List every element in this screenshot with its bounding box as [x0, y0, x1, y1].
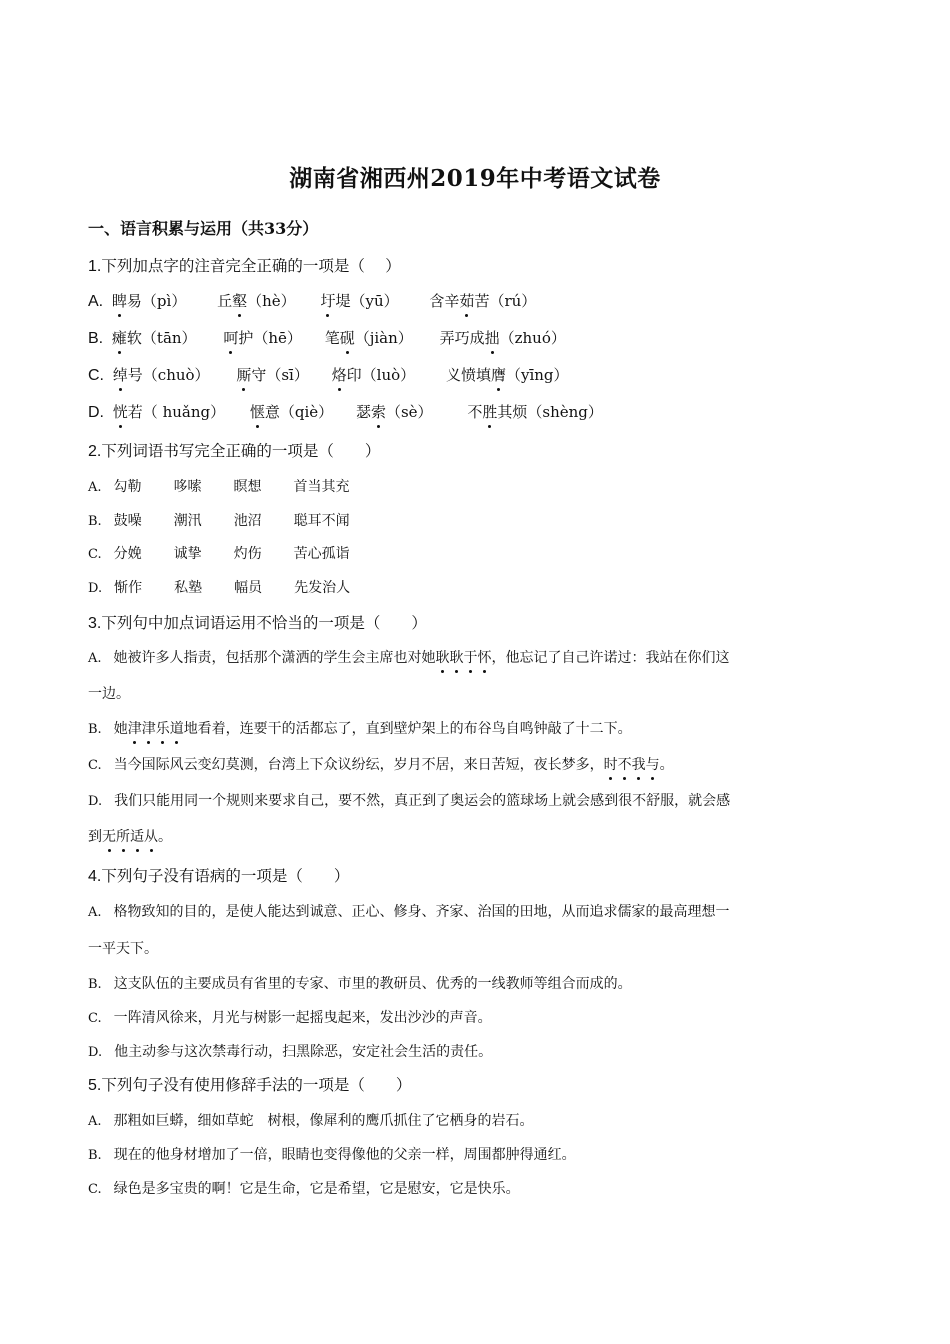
- q3-option-a-cont: 一边。: [88, 686, 130, 702]
- q3-option-a: A. 她被许多人指责，包括那个潇洒的学生会主席也对她耿耿于怀，他忘记了自己许诺过：我站在你们这: [88, 647, 730, 667]
- option-word: 聪耳不闻: [293, 513, 350, 529]
- question-number: 2.: [88, 443, 102, 460]
- option-word: 勾勒: [113, 479, 142, 495]
- dotted-phrase: 耿耿于怀: [436, 650, 492, 666]
- option-word: 灼伤: [233, 546, 262, 562]
- option-letter: A.: [88, 293, 104, 310]
- question-number: 5.: [88, 1077, 102, 1094]
- option-letter: B.: [88, 330, 104, 347]
- option-letter: B.: [88, 977, 102, 992]
- dotted-phrase: 津津乐道: [128, 721, 184, 737]
- q3-option-c: C. 当今国际风云变幻莫测，台湾上下众议纷纭，岁月不居，来日苦短，夜长梦多，时不我与。: [88, 754, 674, 774]
- question-stem: 下列句中加点词语运用不恰当的一项是（ ）: [101, 614, 427, 632]
- q4-option-a-cont: 一平天下。: [88, 941, 158, 957]
- option-word: 瞑想: [233, 479, 262, 495]
- option-word: 潮汛: [173, 513, 202, 529]
- dotted-phrase: 无所适从: [102, 829, 158, 845]
- option-item: 含辛茹苦（rú）: [429, 292, 537, 310]
- question-stem: 下列词语书写完全正确的一项是（ ）: [101, 442, 381, 460]
- option-letter: D.: [88, 581, 103, 596]
- option-word: 池沼: [233, 513, 262, 529]
- page-title: 湖南省湘西州2019年中考语文试卷: [289, 165, 661, 192]
- q2-option-b: [88, 510, 382, 530]
- option-word: 私塾: [174, 580, 203, 596]
- option-word: 苦心孤诣: [293, 546, 350, 562]
- q2-option-a: [88, 476, 382, 496]
- option-letter: A.: [88, 1114, 102, 1129]
- option-letter: A.: [88, 905, 102, 920]
- q5-option-a: A. 那粗如巨蟒，细如草蛇 树根，像犀利的鹰爪抓住了它栖身的岩石。: [88, 1113, 534, 1129]
- option-item: 恍若（ huǎng）: [112, 403, 226, 421]
- option-letter: C.: [88, 758, 102, 773]
- option-word: 首当其充: [293, 479, 350, 495]
- q3-option-d-cont: 到无所适从。: [88, 826, 172, 846]
- option-word: 分娩: [113, 546, 142, 562]
- option-item: 烙印（luò）: [331, 366, 416, 384]
- q1-option-b: [88, 327, 566, 348]
- q5-option-b: B. 现在的他身材增加了一倍，眼睛也变得像他的父亲一样，周围都肿得通红。: [88, 1147, 576, 1163]
- q4-option-b: B. 这支队伍的主要成员有省里的专家、市里的教研员、优秀的一线教师等组合而成的。: [88, 976, 632, 992]
- question-4: [88, 864, 349, 886]
- section-heading: 一、语言积累与运用（共33分）: [88, 219, 319, 238]
- option-item: 睥易（pì）: [111, 292, 187, 310]
- q3-option-d: D. 我们只能用同一个规则来要求自己，要不然，真正到了奥运会的篮球场上就会感到很不舒服，就会感: [88, 793, 731, 809]
- option-word: 幅员: [234, 580, 263, 596]
- q4-option-a: A. 格物致知的目的，是使人能达到诚意、正心、修身、齐家、治国的田地，从而追求儒家的最高理想一: [88, 904, 730, 920]
- q2-option-c: [88, 543, 382, 563]
- q1-option-a: [88, 290, 536, 311]
- q3-option-b: B. 她津津乐道地看着，连要干的活都忘了，直到壁炉架上的布谷鸟自鸣钟敲了十二下。: [88, 718, 632, 738]
- question-stem: 下列句子没有使用修辞手法的一项是（ ）: [101, 1076, 412, 1094]
- option-word: 鼓噪: [113, 513, 142, 529]
- question-3: [88, 611, 427, 633]
- option-word: 哆嗦: [173, 479, 202, 495]
- option-item: 不胜其烦（shèng）: [467, 403, 603, 421]
- q4-option-c: C. 一阵清风徐来，月光与树影一起摇曳起来，发出沙沙的声音。: [88, 1010, 492, 1026]
- question-stem: 下列加点字的注音完全正确的一项是（ ）: [101, 257, 401, 275]
- question-number: 4.: [88, 868, 102, 885]
- option-item: 绰号（chuò）: [112, 366, 210, 384]
- option-letter: A.: [88, 651, 102, 666]
- option-letter: A.: [88, 480, 102, 495]
- option-item: 呵护（hē）: [223, 329, 302, 347]
- question-1: [88, 254, 401, 276]
- option-item: 笔砚（jiàn）: [324, 329, 413, 347]
- option-item: 义愤填膺（yīng）: [445, 366, 569, 384]
- question-2: [88, 439, 380, 461]
- q1-option-d: [88, 401, 603, 422]
- option-word: 惭作: [114, 580, 143, 596]
- option-letter: C.: [88, 1182, 102, 1197]
- option-item: 丘壑（hè）: [217, 292, 296, 310]
- option-item: 厮守（sī）: [236, 366, 309, 384]
- option-letter: B.: [88, 1148, 102, 1163]
- q5-option-c: C. 绿色是多宝贵的啊！它是生命，它是希望，它是慰安，它是快乐。: [88, 1181, 520, 1197]
- question-number: 3.: [88, 615, 102, 632]
- option-word: 诚挚: [173, 546, 202, 562]
- option-letter: B.: [88, 722, 102, 737]
- dotted-phrase: 时不我与: [604, 757, 660, 773]
- option-letter: D.: [88, 794, 103, 809]
- option-word: 先发治人: [294, 580, 351, 596]
- option-item: 惬意（qiè）: [249, 403, 334, 421]
- option-letter: B.: [88, 514, 102, 529]
- q2-option-d: [88, 577, 382, 597]
- q4-option-d: D. 他主动参与这次禁毒行动，扫黑除恶，安定社会生活的责任。: [88, 1044, 493, 1060]
- question-number: 1.: [88, 258, 102, 275]
- option-letter: C.: [88, 1011, 102, 1026]
- q1-option-c: [88, 364, 569, 385]
- option-item: 圩堤（yū）: [320, 292, 399, 310]
- option-letter: C.: [88, 547, 102, 562]
- option-letter: C.: [88, 367, 104, 384]
- option-letter: D.: [88, 1045, 103, 1060]
- option-letter: D.: [88, 404, 104, 421]
- question-stem: 下列句子没有语病的一项是（ ）: [101, 867, 350, 885]
- option-item: 瑟索（sè）: [355, 403, 433, 421]
- question-5: [88, 1073, 411, 1095]
- option-item: 瘫软（tān）: [111, 329, 197, 347]
- option-item: 弄巧成拙（zhuó）: [439, 329, 566, 347]
